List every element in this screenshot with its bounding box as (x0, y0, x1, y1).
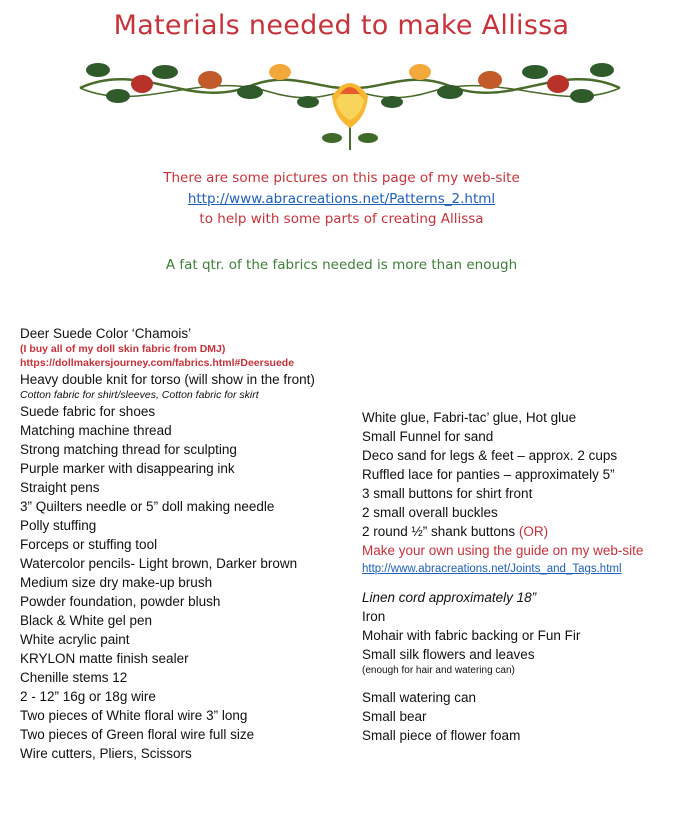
or-label: (OR) (518, 524, 549, 539)
list-item: Linen cord approximately 18” (362, 590, 537, 605)
joints-link[interactable]: http://www.abracreations.net/Joints_and_Tags.html (362, 563, 622, 575)
dmj-link[interactable]: https://dollmakersjourney.com/fabrics.html#Deersuede (20, 357, 295, 369)
list-item: Purple marker with disappearing ink (20, 461, 235, 476)
list-item: Small Funnel for sand (362, 429, 494, 444)
list-item: White acrylic paint (20, 632, 130, 647)
fat-quarter-note: A fat qtr. of the fabrics needed is more than enough (165, 257, 518, 273)
list-item: Strong matching thread for sculpting (20, 442, 237, 457)
list-item: Wire cutters, Pliers, Scissors (20, 746, 192, 761)
list-item: Black & White gel pen (20, 613, 153, 628)
make-own-note: Make your own using the guide on my web-site (362, 543, 644, 558)
list-item: Suede fabric for shoes (20, 404, 156, 419)
list-item: White glue, Fabri-tac’ glue, Hot glue (362, 410, 577, 425)
shank-buttons-text: 2 round ½” shank buttons (362, 524, 516, 539)
list-item: Small watering can (362, 690, 477, 705)
list-item: Small bear (362, 709, 427, 724)
page-title: Materials needed to make Allissa (113, 10, 570, 41)
list-item: Straight pens (20, 480, 100, 495)
list-item: Small piece of flower foam (362, 728, 521, 743)
list-item: 2 small overall buckles (362, 505, 498, 520)
flowers-note: (enough for hair and watering can) (362, 665, 515, 676)
floral-vine-decoration (70, 50, 630, 155)
right-materials-column (362, 408, 643, 745)
left-materials-column (20, 324, 315, 763)
list-item: Powder foundation, powder blush (20, 594, 221, 609)
list-item: Heavy double knit for torso (will show in the front) (20, 372, 315, 387)
list-item (362, 522, 643, 541)
intro-line: to help with some parts of creating Allissa (199, 211, 484, 227)
cotton-note: Cotton fabric for shirt/sleeves, Cotton fabric for skirt (20, 389, 259, 401)
list-item: Matching machine thread (20, 423, 172, 438)
list-item: 2 - 12” 16g or 18g wire (20, 689, 156, 704)
list-item: Ruffled lace for panties – approximately 5” (362, 467, 615, 482)
list-item: Iron (362, 609, 386, 624)
intro-line: There are some pictures on this page of my web-site (163, 170, 520, 186)
list-item: Deer Suede Color ‘Chamois’ (20, 326, 192, 341)
list-item: Polly stuffing (20, 518, 97, 533)
list-item: Small silk flowers and leaves (362, 647, 535, 662)
list-item: Deco sand for legs & feet – approx. 2 cups (362, 448, 618, 463)
list-item: Two pieces of Green floral wire full size (20, 727, 255, 742)
list-item: Forceps or stuffing tool (20, 537, 158, 552)
list-item: KRYLON matte finish sealer (20, 651, 189, 666)
list-item: Mohair with fabric backing or Fun Fir (362, 628, 581, 643)
list-item: Two pieces of White floral wire 3” long (20, 708, 248, 723)
patterns-link[interactable]: http://www.abracreations.net/Patterns_2.html (187, 191, 496, 207)
list-item: Watercolor pencils- Light brown, Darker brown (20, 556, 298, 571)
list-item: Chenille stems 12 (20, 670, 128, 685)
list-item: 3” Quilters needle or 5” doll making needle (20, 499, 275, 514)
list-item: 3 small buttons for shirt front (362, 486, 533, 501)
dmj-note: (I buy all of my doll skin fabric from DMJ) (20, 343, 226, 355)
list-item: Medium size dry make-up brush (20, 575, 213, 590)
